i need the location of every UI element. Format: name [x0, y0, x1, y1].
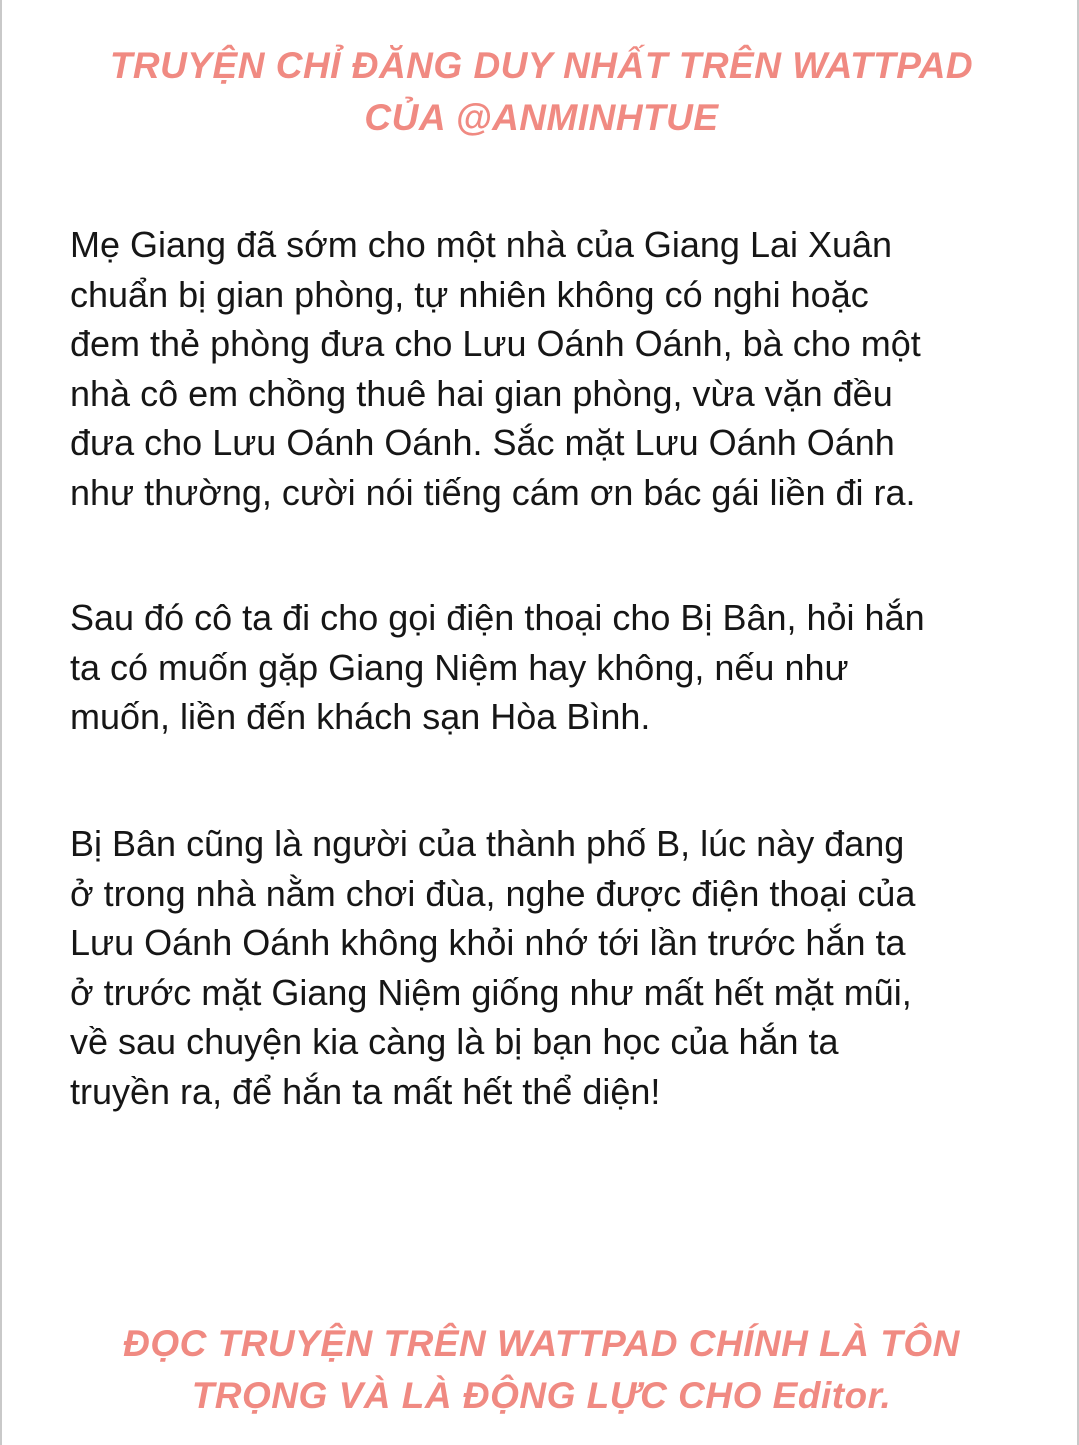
header-notice	[2, 40, 1079, 144]
paragraph-line: Lưu Oánh Oánh không khỏi nhớ tới lần trước hắn ta	[70, 922, 906, 963]
paragraph-line: về sau chuyện kia càng là bị bạn học của hắn ta	[70, 1021, 839, 1062]
paragraph-line: chuẩn bị gian phòng, tự nhiên không có nghi hoặc	[70, 273, 869, 315]
paragraph-line: Bị Bân cũng là người của thành phố B, lúc này đang	[70, 823, 905, 864]
footer-notice-line: ĐỌC TRUYỆN TRÊN WATTPAD CHÍNH LÀ TÔN	[123, 1323, 960, 1364]
paragraph-line: như thường, cười nói tiếng cám ơn bác gái liền đi ra.	[70, 471, 916, 513]
footer-notice-line: TRỌNG VÀ LÀ ĐỘNG LỰC CHO Editor.	[191, 1375, 892, 1416]
paragraph-2	[70, 593, 1060, 742]
paragraph-line: đem thẻ phòng đưa cho Lưu Oánh Oánh, bà cho một	[70, 323, 921, 364]
paragraph-line: Sau đó cô ta đi cho gọi điện thoại cho Bị Bân, hỏi hắn	[70, 597, 925, 638]
paragraph-line: Mẹ Giang đã sớm cho một nhà của Giang Lai Xuân	[70, 224, 893, 265]
footer-notice	[2, 1318, 1079, 1422]
header-notice-line: CỦA @ANMINHTUE	[364, 97, 719, 138]
paragraph-line: ta có muốn gặp Giang Niệm hay không, nếu như	[70, 646, 849, 688]
paragraph-line: nhà cô em chồng thuê hai gian phòng, vừa vặn đều	[70, 372, 893, 414]
paragraph-line: đưa cho Lưu Oánh Oánh. Sắc mặt Lưu Oánh Oánh	[70, 422, 895, 463]
paragraph-line: ở trước mặt Giang Niệm giống như mất hết mặt mũi,	[70, 971, 912, 1013]
paragraph-line: muốn, liền đến khách sạn Hòa Bình.	[70, 696, 651, 737]
paragraph-line: truyền ra, để hắn ta mất hết thể diện!	[70, 1070, 661, 1112]
paragraph-1	[70, 220, 1060, 517]
paragraph-line: ở trong nhà nằm chơi đùa, nghe được điện thoại của	[70, 872, 916, 914]
paragraph-3	[70, 819, 1060, 1116]
header-notice-line: TRUYỆN CHỈ ĐĂNG DUY NHẤT TRÊN WATTPAD	[109, 45, 974, 86]
